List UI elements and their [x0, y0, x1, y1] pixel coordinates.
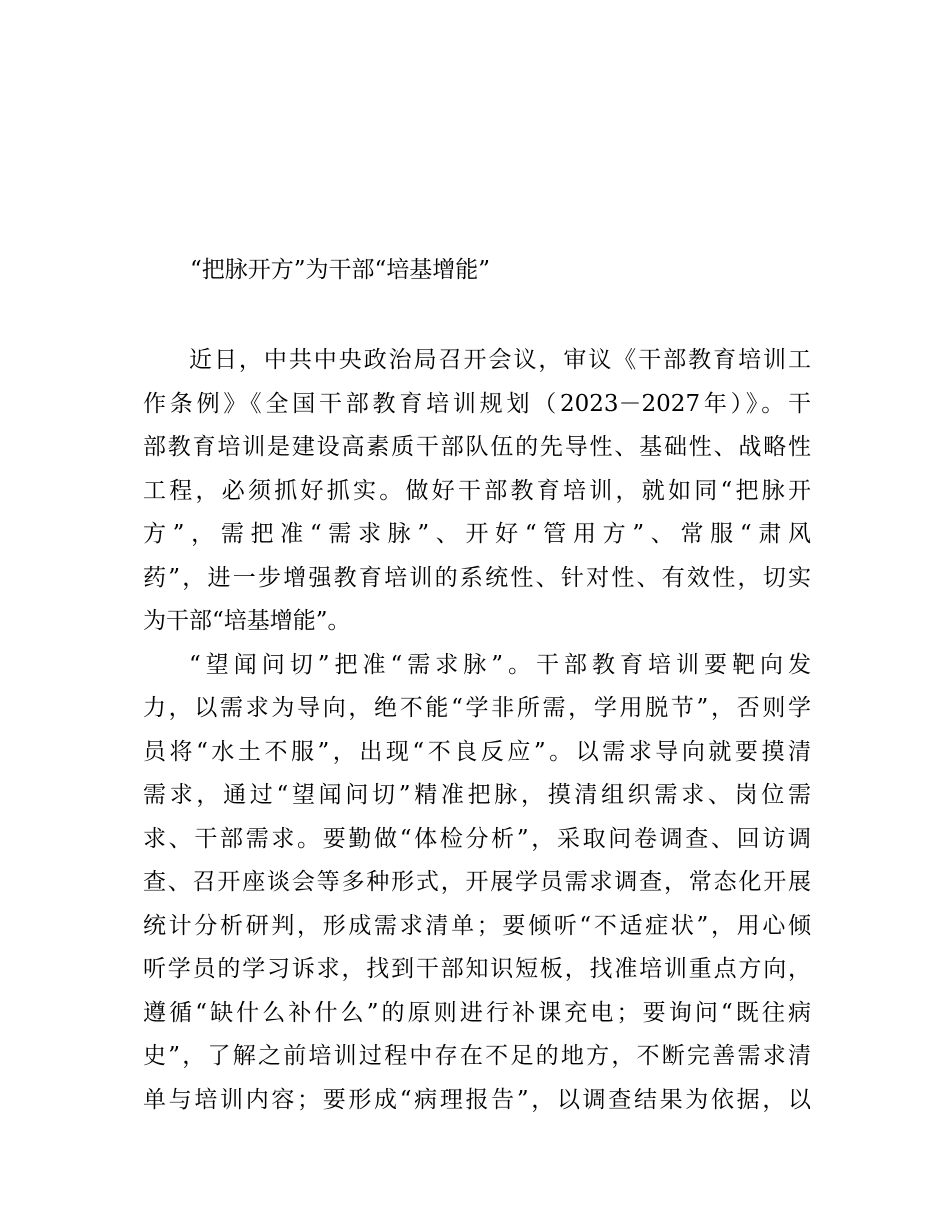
paragraph-2-line-7: 统计分析研判，形成需求清单；要倾听“不适症状”，用心倾 — [143, 912, 811, 939]
paragraph-1-line-5: 方”，需把准“需求脉”、开好“管用方”、常服“肃风 — [143, 521, 811, 547]
paragraph-2-line-5: 求、干部需求。要勤做“体检分析”，采取问卷调查、回访调 — [143, 825, 811, 852]
paragraph-1-line-2: 作条例》《全国干部教育培训规划（2023－2027年）》。干 — [143, 390, 811, 417]
paragraph-2-line-1: “望闻问切”把准“需求脉”。干部教育培训要靶向发 — [189, 651, 811, 678]
paragraph-2-line-4: 需求，通过“望闻问切”精准把脉，摸清组织需求、岗位需 — [143, 782, 811, 808]
paragraph-2-line-10: 史”，了解之前培训过程中存在不足的地方，不断完善需求清 — [143, 1043, 811, 1069]
paragraph-1-line-1: 近日，中共中央政治局召开会议，审议《干部教育培训工 — [189, 347, 811, 373]
paragraph-2-line-8: 听学员的学习诉求，找到干部知识短板，找准培训重点方向， — [143, 956, 811, 982]
paragraph-2-line-2: 力，以需求为导向，绝不能“学非所需，学用脱节”，否则学 — [143, 695, 811, 721]
paragraph-1-line-3: 部教育培训是建设高素质干部队伍的先导性、基础性、战略性 — [143, 434, 811, 460]
paragraph-2-line-3: 员将“水土不服”，出现“不良反应”。以需求导向就要摸清 — [143, 738, 811, 765]
document-body — [143, 339, 811, 1122]
paragraph-2-line-11: 单与培训内容；要形成“病理报告”，以调查结果为依据，以 — [143, 1086, 811, 1113]
document-title: “把脉开方”为干部“培基增能” — [190, 257, 491, 283]
paragraph-2-line-6: 查、召开座谈会等多种形式，开展学员需求调查，常态化开展 — [143, 869, 811, 895]
paragraph-1-line-4: 工程，必须抓好抓实。做好干部教育培训，就如同“把脉开 — [143, 477, 811, 504]
paragraph-2-line-9: 遵循“缺什么补什么”的原则进行补课充电；要询问“既往病 — [143, 999, 811, 1026]
paragraph-1-line-6: 药”，进一步增强教育培训的系统性、针对性、有效性，切实 — [143, 564, 811, 591]
paragraph-1-line-7: 为干部“培基增能”。 — [143, 608, 351, 634]
